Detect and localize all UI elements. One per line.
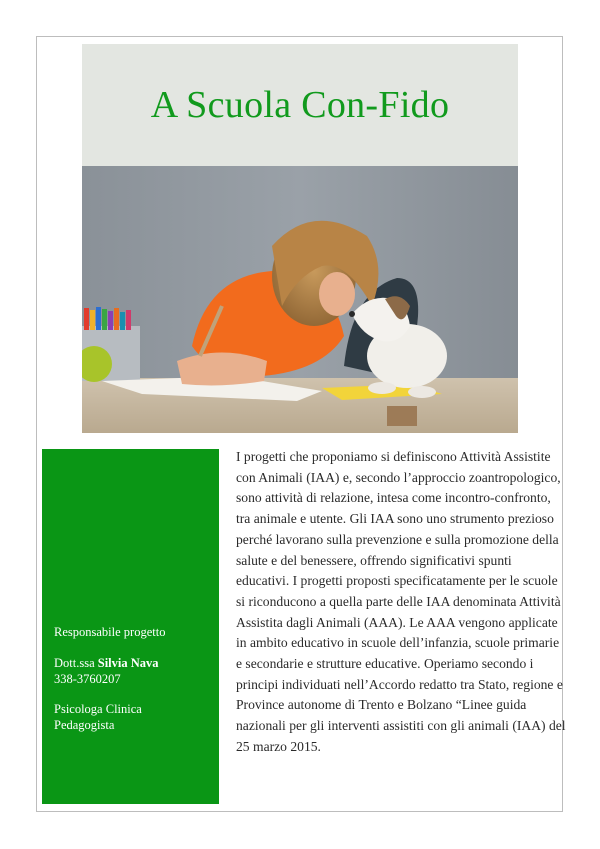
contact-role: Responsabile progetto	[54, 625, 166, 639]
qualification-line-2: Pedagogista	[54, 718, 115, 732]
title-band	[82, 44, 518, 166]
qualification-line-1: Psicologa Clinica	[54, 702, 142, 716]
contact-details	[54, 655, 159, 687]
project-contact-panel	[42, 449, 219, 804]
child-with-puppy-photo	[82, 166, 518, 433]
contact-name: Silvia Nava	[97, 656, 159, 670]
project-description: I progetti che proponiamo si definiscono Attività Assistite con Animali (IAA) e, secondo l’approccio zoantropologico, sono attività di relazione, intesa come incontro-confronto, tra animale e utente. Gli IAA sono uno strumento prezioso perché lavorano sulla prevenzione e sulla promozione della salute e del benessere, offrendo significativi spunti educativi. I progetti proposti specificatamente per le scuole si riconducono a quella parte delle IAA denominata Attività Assistita dagli Animali (AAA). Le AAA vengono applicate in ambito educativo in scuole dell’infanzia, scuole primarie e secondarie e strutture educative. Operiamo secondo i principi individuati nell’Accordo redatto tra Stato, regione e Province autonome di Trento e Bolzano “Linee guida nazionali per gli interventi assistiti con gli animali (IAA) del 25 marzo 2015.	[236, 449, 566, 754]
contact-phone: 338-3760207	[54, 672, 121, 686]
contact-name-line	[54, 655, 159, 671]
contact-name-prefix: Dott.ssa	[54, 656, 98, 670]
contact-qualifications	[54, 701, 142, 733]
page-title: A Scuola Con-Fido	[150, 84, 450, 126]
